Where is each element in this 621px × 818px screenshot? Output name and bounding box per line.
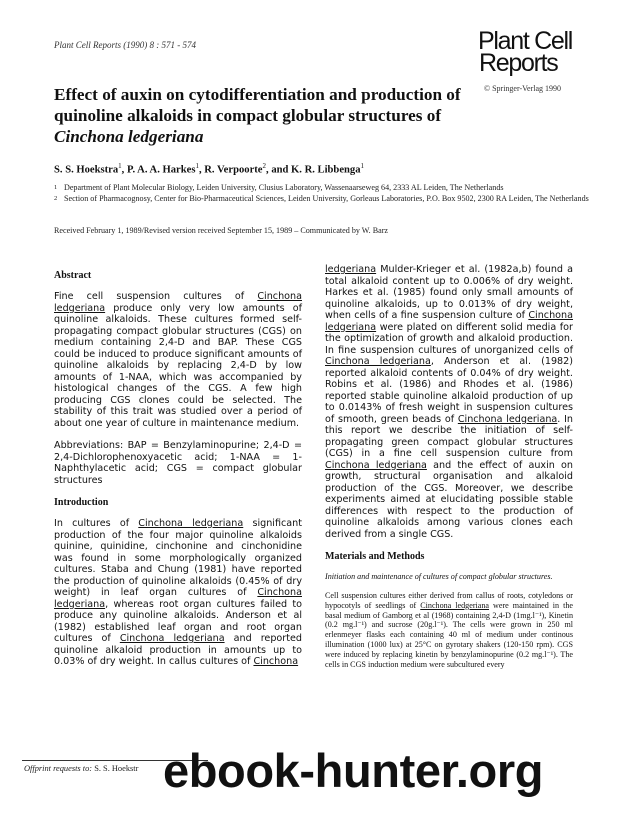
author-affiliation-mark: 1: [195, 162, 199, 170]
affiliation: [54, 183, 594, 194]
copyright-notice: © Springer-Verlag 1990: [484, 84, 562, 93]
title-species: Cinchona ledgeriana: [54, 127, 204, 146]
offprint-note: [24, 764, 138, 773]
offprint-name: S. S. Hoekstr: [92, 764, 139, 773]
left-column: [54, 270, 302, 668]
journal-logo: [478, 27, 588, 77]
affiliation-text: Department of Plant Molecular Biology, Leiden University, Clusius Laboratory, Wassenaarseweg 64, 2333 AL Leiden, The Netherlands: [64, 183, 504, 192]
methods-paragraph: [325, 591, 573, 669]
affiliation-number: 1: [54, 184, 58, 191]
text-run: and reported quinoline alkaloid production in amounts up to 0.03% of dry weight. In callus cultures of: [54, 633, 302, 667]
methods-heading: Materials and Methods: [325, 551, 425, 562]
introduction-continuation: [325, 264, 573, 540]
species-name: Cinchona ledgeriana: [119, 633, 225, 644]
species-name: Cinchona ledgeriana: [54, 291, 302, 314]
author-affiliation-mark: 1: [360, 162, 365, 170]
introduction-heading: Introduction: [54, 497, 109, 508]
text-run: . In this report we describe the initiation of self-propagating green compact globular structures (CGS) in a fine cell suspension culture from: [325, 413, 573, 459]
species-name: Cinchona: [253, 656, 299, 667]
text-run: Mulder-Krieger et al. (1982a,b) found a total alkaloid content up to 0.006% of dry weight. Harkes et al. (1985) found only small amounts of quinoline alkaloids, up to 0.013% of dry weight, when cells of a fine suspension culture of: [325, 264, 573, 321]
right-column: [325, 264, 573, 669]
species-name: ledgeriana: [325, 264, 377, 275]
abbreviations: Abbreviations: BAP = Benzylaminopurine; 2,4-D = 2,4-Dichlorophenoxyacetic acid; 1-NAA = 1-Naphthylacetic acid; CGS = compact globular structures: [54, 440, 302, 486]
logo-line-1: Plant Cell: [478, 27, 572, 55]
text-run: , Anderson et al. (1982) reported alkaloid contents of 0.04% of dry weight. Robins et al. (1986) and Rhodes et al. (1986) reported stable quinoline alkaloid production of up to 0.0143% of fresh weight in suspension cultures of smooth, green beads of: [325, 356, 574, 425]
logo-line-2: Reports: [479, 49, 558, 77]
watermark: ebook-hunter.org: [163, 744, 544, 797]
species-name: Cinchona ledgeriana: [420, 600, 490, 610]
species-name: Cinchona ledgeriana: [325, 356, 431, 367]
journal-reference: Plant Cell Reports (1990) 8 : 571 - 574: [54, 40, 196, 50]
author-name: P. A. A. Harkes: [126, 164, 196, 176]
text-run: , whereas root organ cultures failed to produce any quinoline alkaloids. Anderson et al (1982) established leaf organ and root organ cultures of: [54, 598, 302, 644]
author-name: K. R. Libbenga: [291, 164, 361, 176]
offprint-label: Offprint requests to:: [24, 764, 93, 773]
species-name: Cinchona ledgeriana: [138, 518, 244, 529]
species-name: Cinchona ledgeriana: [54, 587, 302, 610]
author-affiliation-mark: 1: [118, 162, 122, 170]
text-run: were plated on different solid media for the optimization of growth and alkaloid production. In fine suspension cultures of unorganized cells of: [325, 321, 573, 356]
author-separator: , and: [266, 164, 292, 176]
author-name: S. S. Hoekstra: [54, 164, 119, 176]
author-separator: ,: [121, 164, 127, 176]
methods-subheading: Initiation and maintenance of cultures of compact globular structures.: [325, 572, 553, 581]
species-name: Cinchona ledgeriana: [325, 310, 573, 333]
author-affiliation-mark: 2: [262, 162, 267, 170]
affiliation-number: 2: [54, 195, 58, 202]
introduction-paragraph: [54, 518, 302, 668]
author-separator: ,: [198, 164, 205, 176]
text-run: In cultures of: [54, 518, 139, 529]
text-run: significant production of the four major quinoline alkaloids quinine, quinidine, cinchonine and cinchonidine was found in some morphologically organized cultures. Staba and Chung (1981) have reported the production of quinoline alkaloids (0.45% of dry weight) in leaf organ cultures of: [54, 518, 303, 598]
text-run: produce only very low amounts of quinoline alkaloids. These cultures formed self-propagating compact globular structures (CGS) on medium containing 2,4-D and BAP. These CGS could be induced to produce significant amounts of quinoline alkaloids by replacing 2,4-D by low amounts of 1-NAA, which was accompanied by histological changes of the CGS. A few high producing CGS clones could be selected. The stability of this trait was studied over a period of about one year of culture in maintenance medium.: [54, 302, 302, 429]
text-run: Fine cell suspension cultures of: [54, 291, 258, 302]
author-name: R. Verpoorte: [204, 164, 263, 176]
abstract-paragraph: [54, 291, 302, 429]
abstract-heading: Abstract: [54, 270, 92, 281]
affiliation-text: Section of Pharmacognosy, Center for Bio-Pharmaceutical Sciences, Leiden University, Gorleaus Laboratories, P.O. Box 9502, 2300 RA Leiden, The Netherlands: [64, 194, 589, 203]
article-title: [54, 84, 474, 147]
text-run: were maintained in the basal medium of Gamborg et al (1968) containing 2,4-D (1mg.l⁻¹), Kinetin (0.2 mg.l⁻¹) and sucrose (20g.l⁻¹). The cells were grown in 250 ml erlenmeyer flasks each containing 40 ml of medium under continous illumination (1000 lux) at 25°C on gyrotary shakers (120-150 rpm). CGS were induced by replacing kinetin by benzylaminopurine (0.2 mg.l⁻¹). The cells in CGS induction medium were subcultured every: [325, 600, 573, 669]
species-name: Cinchona ledgeriana: [325, 459, 427, 471]
author-list: [54, 162, 364, 176]
title-text: Effect of auxin on cytodifferentiation and production of quinoline alkaloids in compact globular structures of: [54, 85, 461, 125]
received-dates: Received February 1, 1989/Revised version received September 15, 1989 – Communicated by W. Barz: [54, 226, 389, 235]
species-name: Cinchona ledgeriana: [457, 413, 558, 425]
affiliation: [54, 194, 594, 205]
text-run: and the effect of auxin on growth, structural organisation and alkaloid production of the CGS. Moreover, we describe experiments aimed at elucidating possible stable differences with respect to the production of quinoline alkaloids among various clones each derived from a single CGS.: [325, 459, 573, 540]
text-run: Cell suspension cultures either derived from callus of roots, cotyledons or hypocotyls of seedlings of: [325, 591, 573, 610]
